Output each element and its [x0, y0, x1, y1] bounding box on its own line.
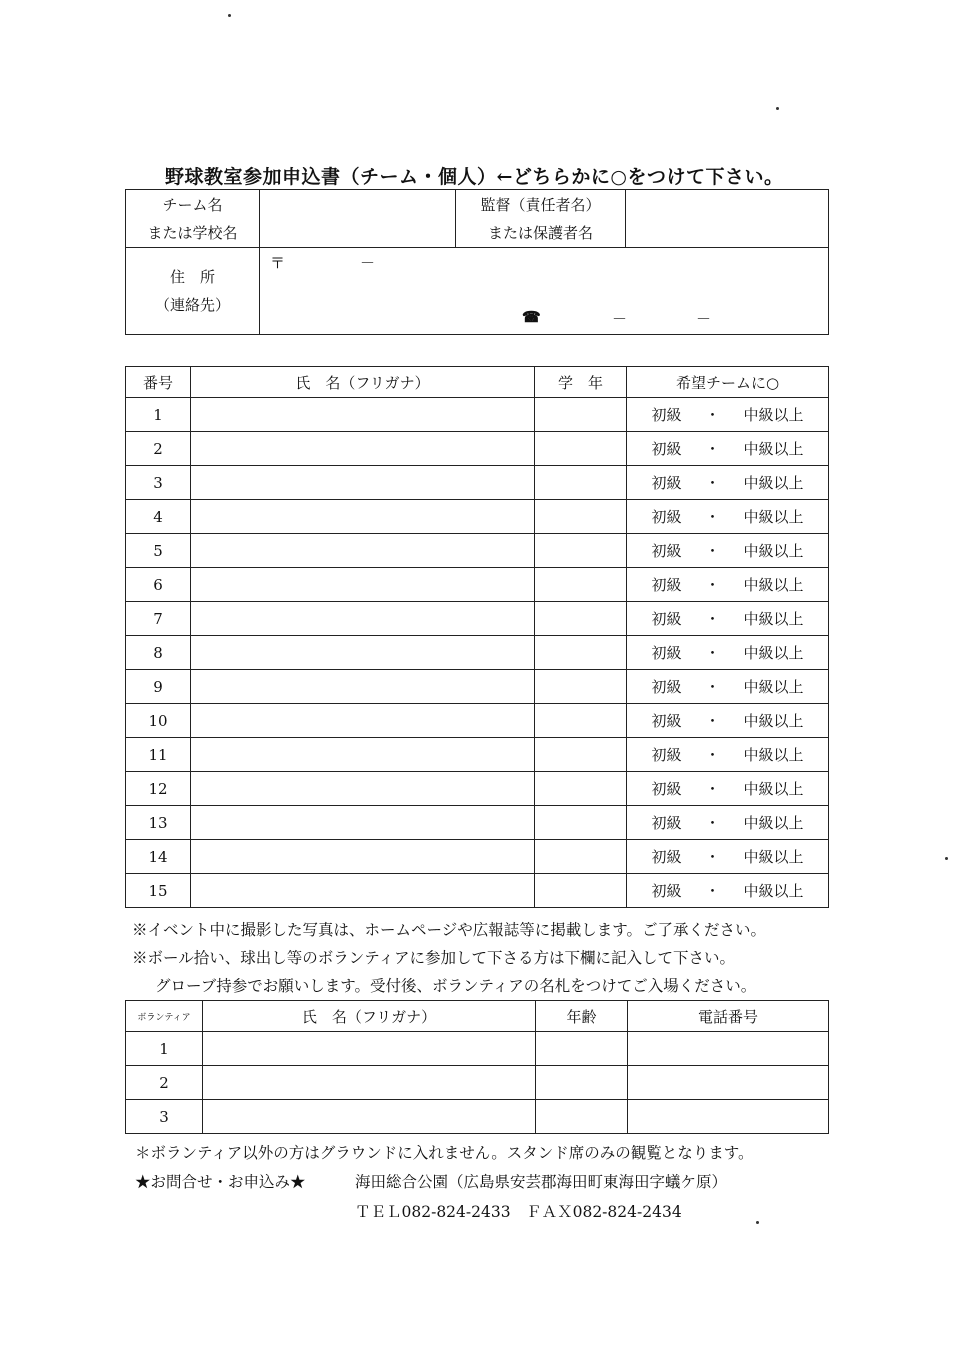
name-field[interactable] — [191, 806, 535, 840]
name-field[interactable] — [191, 874, 535, 908]
participant-row — [126, 500, 829, 534]
grade-field[interactable] — [535, 602, 627, 636]
name-field[interactable] — [191, 636, 535, 670]
row-number: 10 — [126, 704, 191, 738]
grade-field[interactable] — [535, 840, 627, 874]
grade-field[interactable] — [535, 534, 627, 568]
supervisor-field[interactable] — [626, 190, 829, 248]
participant-row — [126, 432, 829, 466]
volunteer-row — [126, 1066, 829, 1100]
col-volunteer: ボランティア — [126, 1001, 203, 1032]
team-name-label-line1: チーム名 — [162, 195, 223, 214]
participant-row — [126, 806, 829, 840]
scan-speck — [945, 857, 948, 860]
row-number: 4 — [126, 500, 191, 534]
level-beginner[interactable]: 初級 — [651, 610, 682, 628]
participant-table — [125, 366, 829, 908]
tel-dash-2: － — [696, 310, 712, 328]
col-name: 氏 名（フリガナ） — [191, 367, 535, 398]
level-advanced[interactable]: 中級以上 — [743, 746, 804, 764]
contact-org: 海田総合公園（広島県安芸郡海田町東海田字蟻ケ原） — [355, 1173, 728, 1191]
grade-field[interactable] — [535, 466, 627, 500]
level-beginner[interactable]: 初級 — [651, 474, 682, 492]
level-choice[interactable] — [627, 466, 829, 500]
level-beginner[interactable]: 初級 — [651, 406, 682, 424]
level-choice[interactable] — [627, 874, 829, 908]
grade-field[interactable] — [535, 500, 627, 534]
vol-age-field[interactable] — [536, 1032, 628, 1066]
telephone-icon: ☎ — [522, 308, 541, 326]
name-field[interactable] — [191, 602, 535, 636]
team-name-label — [126, 190, 260, 248]
row-number: 13 — [126, 806, 191, 840]
level-beginner[interactable]: 初級 — [651, 576, 682, 594]
vol-phone-field[interactable] — [628, 1032, 829, 1066]
level-separator: ・ — [704, 474, 720, 492]
postal-dash: － — [360, 254, 376, 272]
participant-header-row — [126, 367, 829, 398]
level-choice[interactable] — [627, 568, 829, 602]
name-field[interactable] — [191, 738, 535, 772]
level-separator: ・ — [704, 780, 720, 798]
page-title: 野球教室参加申込書（チーム・個人）←どちらかに○をつけて下さい。 — [165, 166, 784, 188]
col-grade: 学 年 — [535, 367, 627, 398]
row-number: 6 — [126, 568, 191, 602]
level-separator: ・ — [704, 508, 720, 526]
participant-row — [126, 602, 829, 636]
address-label-line1: 住 所 — [169, 268, 215, 286]
volunteer-row — [126, 1032, 829, 1066]
level-beginner[interactable]: 初級 — [651, 814, 682, 832]
row-number: 7 — [126, 602, 191, 636]
level-separator: ・ — [704, 712, 720, 730]
vol-row-number: 1 — [126, 1032, 203, 1066]
row-number: 3 — [126, 466, 191, 500]
grade-field[interactable] — [535, 874, 627, 908]
supervisor-label — [456, 190, 626, 248]
level-advanced[interactable]: 中級以上 — [743, 848, 804, 866]
team-name-field[interactable] — [260, 190, 456, 248]
vol-age-field[interactable] — [536, 1100, 628, 1134]
level-advanced[interactable]: 中級以上 — [743, 882, 804, 900]
level-separator: ・ — [704, 406, 720, 424]
volunteer-row — [126, 1100, 829, 1134]
level-beginner[interactable]: 初級 — [651, 440, 682, 458]
participant-row — [126, 670, 829, 704]
level-choice[interactable] — [627, 602, 829, 636]
level-beginner[interactable]: 初級 — [651, 644, 682, 662]
participant-row — [126, 874, 829, 908]
row-number: 14 — [126, 840, 191, 874]
level-separator: ・ — [704, 644, 720, 662]
participant-row — [126, 534, 829, 568]
level-separator: ・ — [704, 542, 720, 560]
vol-phone-field[interactable] — [628, 1066, 829, 1100]
col-vol-name: 氏 名（フリガナ） — [203, 1001, 536, 1032]
row-number: 2 — [126, 432, 191, 466]
participant-row — [126, 636, 829, 670]
note-photo: ※イベント中に撮影した写真は、ホームページや広報誌等に掲載します。ご了承ください。 — [132, 921, 766, 939]
row-number: 9 — [126, 670, 191, 704]
footer-note: ＊ボランティア以外の方はグラウンドに入れません。スタンド席のみの観覧となります。 — [135, 1144, 754, 1162]
name-field[interactable] — [191, 704, 535, 738]
participant-row — [126, 704, 829, 738]
contact-tel-fax: ＴＥＬ082-824-2433 ＦＡＸ082-824-2434 — [355, 1203, 682, 1221]
scan-speck — [756, 1221, 759, 1224]
grade-field[interactable] — [535, 806, 627, 840]
grade-field[interactable] — [535, 772, 627, 806]
level-choice[interactable] — [627, 670, 829, 704]
level-advanced[interactable]: 中級以上 — [743, 712, 804, 730]
supervisor-label-line1: 監督（責任者名） — [480, 195, 601, 214]
level-separator: ・ — [704, 610, 720, 628]
vol-name-field[interactable] — [203, 1066, 536, 1100]
vol-row-number: 3 — [126, 1100, 203, 1134]
level-choice[interactable] — [627, 398, 829, 432]
name-field[interactable] — [191, 534, 535, 568]
volunteer-header-row — [126, 1001, 829, 1032]
level-choice[interactable] — [627, 704, 829, 738]
level-advanced[interactable]: 中級以上 — [743, 780, 804, 798]
level-advanced[interactable]: 中級以上 — [743, 814, 804, 832]
vol-age-field[interactable] — [536, 1066, 628, 1100]
level-choice[interactable] — [627, 806, 829, 840]
level-separator: ・ — [704, 882, 720, 900]
vol-row-number: 2 — [126, 1066, 203, 1100]
level-separator: ・ — [704, 814, 720, 832]
level-advanced[interactable]: 中級以上 — [743, 678, 804, 696]
row-number: 1 — [126, 398, 191, 432]
row-number: 11 — [126, 738, 191, 772]
level-choice[interactable] — [627, 738, 829, 772]
participant-row — [126, 840, 829, 874]
level-beginner[interactable]: 初級 — [651, 508, 682, 526]
level-advanced[interactable]: 中級以上 — [743, 508, 804, 526]
col-phone: 電話番号 — [628, 1001, 829, 1032]
name-field[interactable] — [191, 432, 535, 466]
col-age: 年齢 — [536, 1001, 628, 1032]
grade-field[interactable] — [535, 398, 627, 432]
contact-label: ★お問合せ・お申込み★ — [135, 1173, 306, 1191]
scan-speck — [776, 107, 779, 110]
level-separator: ・ — [704, 746, 720, 764]
vol-name-field[interactable] — [203, 1100, 536, 1134]
name-field[interactable] — [191, 500, 535, 534]
level-beginner[interactable]: 初級 — [651, 678, 682, 696]
grade-field[interactable] — [535, 432, 627, 466]
grade-field[interactable] — [535, 738, 627, 772]
address-label-line2: （連絡先） — [154, 296, 230, 314]
row-number: 15 — [126, 874, 191, 908]
participant-row — [126, 466, 829, 500]
name-field[interactable] — [191, 466, 535, 500]
name-field[interactable] — [191, 840, 535, 874]
tel-dash-1: － — [612, 310, 628, 328]
address-label — [126, 248, 260, 335]
grade-field[interactable] — [535, 568, 627, 602]
level-beginner[interactable]: 初級 — [651, 780, 682, 798]
level-advanced[interactable]: 中級以上 — [743, 576, 804, 594]
team-name-label-line2: または学校名 — [147, 223, 238, 242]
level-choice[interactable] — [627, 500, 829, 534]
scan-speck — [228, 14, 231, 17]
name-field[interactable] — [191, 568, 535, 602]
level-separator: ・ — [704, 848, 720, 866]
vol-phone-field[interactable] — [628, 1100, 829, 1134]
vol-name-field[interactable] — [203, 1032, 536, 1066]
participant-row — [126, 398, 829, 432]
row-number: 8 — [126, 636, 191, 670]
name-field[interactable] — [191, 772, 535, 806]
supervisor-label-line2: または保護者名 — [487, 223, 593, 242]
level-advanced[interactable]: 中級以上 — [743, 440, 804, 458]
row-number: 12 — [126, 772, 191, 806]
name-field[interactable] — [191, 670, 535, 704]
col-level: 希望チームに○ — [627, 367, 829, 398]
grade-field[interactable] — [535, 636, 627, 670]
postal-mark-icon: 〒 — [270, 254, 286, 272]
note-volunteer: ※ボール拾い、球出し等のボランティアに参加して下さる方は下欄に記入して下さい。 — [132, 949, 735, 967]
level-advanced[interactable]: 中級以上 — [743, 474, 804, 492]
col-number: 番号 — [126, 367, 191, 398]
participant-row — [126, 738, 829, 772]
level-separator: ・ — [704, 440, 720, 458]
applicant-info-table — [125, 189, 829, 335]
level-beginner[interactable]: 初級 — [651, 848, 682, 866]
level-advanced[interactable]: 中級以上 — [743, 406, 804, 424]
level-beginner[interactable]: 初級 — [651, 542, 682, 560]
level-choice[interactable] — [627, 432, 829, 466]
level-advanced[interactable]: 中級以上 — [743, 644, 804, 662]
level-choice[interactable] — [627, 840, 829, 874]
level-choice[interactable] — [627, 772, 829, 806]
level-choice[interactable] — [627, 534, 829, 568]
row-number: 5 — [126, 534, 191, 568]
grade-field[interactable] — [535, 670, 627, 704]
level-advanced[interactable]: 中級以上 — [743, 542, 804, 560]
participant-row — [126, 568, 829, 602]
level-separator: ・ — [704, 678, 720, 696]
level-beginner[interactable]: 初級 — [651, 882, 682, 900]
level-separator: ・ — [704, 576, 720, 594]
name-field[interactable] — [191, 398, 535, 432]
volunteer-table — [125, 1000, 829, 1134]
level-beginner[interactable]: 初級 — [651, 712, 682, 730]
participant-row — [126, 772, 829, 806]
level-advanced[interactable]: 中級以上 — [743, 610, 804, 628]
level-choice[interactable] — [627, 636, 829, 670]
level-beginner[interactable]: 初級 — [651, 746, 682, 764]
address-field[interactable] — [260, 248, 829, 335]
note-glove: グローブ持参でお願いします。受付後、ボランティアの名札をつけてご入場ください。 — [155, 977, 757, 995]
grade-field[interactable] — [535, 704, 627, 738]
